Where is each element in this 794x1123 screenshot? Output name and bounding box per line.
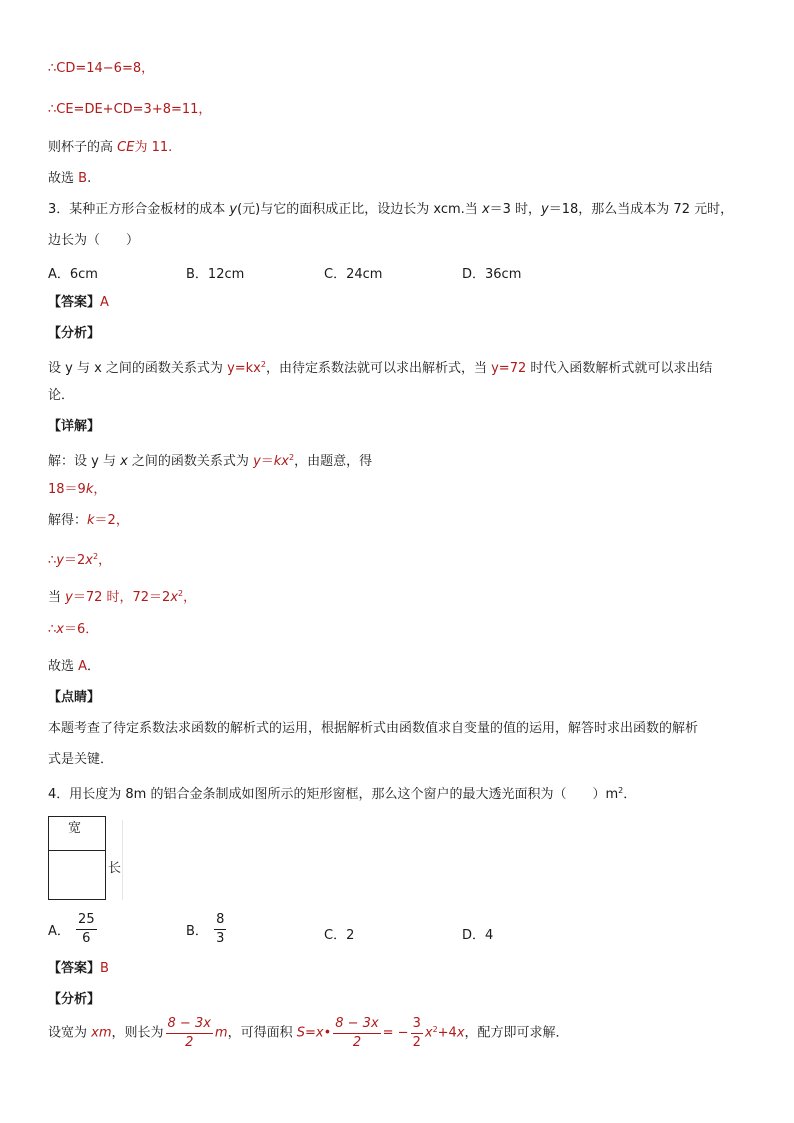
text: +4 bbox=[437, 1025, 457, 1041]
frame-divider bbox=[48, 850, 105, 851]
numerator: 25 bbox=[76, 912, 97, 930]
superscript: 2 bbox=[289, 453, 295, 462]
answer-tag: 【答案】 bbox=[48, 295, 101, 310]
q3-detail-4 bbox=[48, 548, 111, 570]
text: 时代入函数解析式就可以求出结 bbox=[526, 361, 713, 376]
text: = − bbox=[382, 1025, 409, 1041]
text: xm bbox=[91, 1025, 112, 1041]
text: S=x• bbox=[296, 1025, 332, 1041]
fraction-8-3 bbox=[214, 912, 226, 947]
q4-stem bbox=[48, 782, 636, 804]
q4-option-a bbox=[48, 912, 99, 947]
denominator: 6 bbox=[82, 931, 91, 946]
q3-option-b: B．12cm bbox=[186, 267, 245, 282]
text: k bbox=[87, 513, 95, 528]
denominator: 2 bbox=[352, 1035, 362, 1050]
text: ＝2， bbox=[94, 513, 129, 528]
window-frame-figure bbox=[48, 816, 128, 902]
answer-tag: 【答案】 bbox=[48, 961, 101, 976]
q3-option-a: A．6cm bbox=[48, 267, 98, 282]
denominator: 2 bbox=[185, 1035, 194, 1050]
denominator: 3 bbox=[216, 931, 225, 946]
superscript: 2 bbox=[178, 589, 184, 598]
answer-value: B bbox=[100, 961, 109, 976]
text: B bbox=[78, 171, 88, 186]
numerator: 8 − 3x bbox=[166, 1016, 213, 1034]
numerator: 8 − 3x bbox=[333, 1016, 380, 1034]
numerator: 8 bbox=[214, 912, 226, 930]
text: 则杯子的高 bbox=[48, 140, 118, 155]
text: ，则长为 bbox=[111, 1025, 164, 1041]
text: x bbox=[424, 1025, 433, 1041]
option-label: B． bbox=[186, 924, 208, 939]
answer-value: A bbox=[100, 295, 109, 310]
q3-detail-6 bbox=[48, 621, 98, 639]
text: y=72 bbox=[491, 361, 527, 376]
q3-detail-tag: 【详解】 bbox=[48, 419, 101, 434]
text: CE bbox=[117, 140, 135, 155]
text: kx bbox=[273, 454, 290, 469]
text: x bbox=[56, 622, 64, 637]
length-label: 长 bbox=[108, 861, 122, 876]
fraction-25-6 bbox=[76, 912, 97, 947]
line-cd: ∴CD=14−6=8， bbox=[48, 61, 155, 76]
q4-option-b bbox=[186, 912, 228, 947]
text: ，配方即可求解． bbox=[464, 1025, 569, 1041]
q3-detail-3 bbox=[48, 512, 129, 530]
text: ＝6． bbox=[63, 622, 99, 637]
text: y bbox=[56, 553, 64, 568]
text: ＝ bbox=[260, 454, 274, 469]
text: ，由待定系数法就可以求出解析式，当 bbox=[265, 361, 492, 376]
text: y=kx bbox=[227, 361, 261, 376]
text: 3．某种正方形合金板材的成本 bbox=[48, 202, 230, 217]
fraction-8-3x-2 bbox=[166, 1016, 213, 1051]
text: x bbox=[456, 1025, 465, 1041]
text: 为 11. bbox=[134, 140, 173, 155]
line-ce: ∴CE=DE+CD=3+8=11， bbox=[48, 102, 212, 117]
q3-detail-1 bbox=[48, 449, 372, 471]
text: 当 bbox=[48, 590, 66, 605]
q3-detail-2 bbox=[48, 481, 106, 499]
text: ，由题意，得 bbox=[294, 454, 373, 469]
text: 故选 bbox=[48, 659, 79, 674]
text: ＝3 时， bbox=[489, 202, 542, 217]
text: ＝2 bbox=[63, 553, 86, 568]
text: ． bbox=[623, 787, 637, 802]
text: y bbox=[65, 590, 73, 605]
q3-analysis-tag: 【分析】 bbox=[48, 326, 101, 341]
numerator: 3 bbox=[411, 1016, 423, 1034]
text: ． bbox=[87, 659, 101, 674]
text: 解：设 y 与 bbox=[48, 454, 121, 469]
text: y bbox=[253, 454, 261, 469]
text: A bbox=[78, 659, 88, 674]
superscript: 2 bbox=[432, 1025, 438, 1034]
text: ， bbox=[183, 590, 197, 605]
q3-option-d: D．36cm bbox=[462, 267, 522, 282]
q3-detail-7 bbox=[48, 658, 100, 676]
q3-stem bbox=[48, 201, 733, 219]
text: x bbox=[85, 553, 93, 568]
text: x bbox=[170, 590, 179, 605]
text: ∴ bbox=[48, 622, 57, 637]
text: k bbox=[85, 482, 94, 497]
text: m bbox=[214, 1025, 228, 1041]
q3-comment-tag: 【点睛】 bbox=[48, 690, 101, 705]
q3-comment-2: 式是关键． bbox=[48, 752, 114, 767]
q3-option-c: C．24cm bbox=[324, 267, 383, 282]
superscript: 2 bbox=[618, 786, 624, 795]
superscript: 2 bbox=[92, 552, 99, 561]
text: 之间的函数关系式为 bbox=[127, 454, 254, 469]
q3-answer bbox=[48, 294, 109, 312]
text: (元)与它的面积成正比，设边长为 xcm.当 bbox=[237, 202, 482, 217]
q3-stem-2: 边长为（ ） bbox=[48, 233, 140, 248]
text: x bbox=[120, 454, 128, 469]
text: 4．用长度为 8m 的铝合金条制成如图所示的矩形窗框，那么这个窗户的最大透光面积为（ ）m bbox=[48, 787, 619, 802]
q4-analysis-1 bbox=[48, 1016, 569, 1051]
width-label: 宽 bbox=[68, 821, 82, 836]
fraction-8-3x-2-b bbox=[333, 1016, 380, 1051]
text: . bbox=[87, 171, 92, 186]
line-choose-b bbox=[48, 170, 91, 188]
text: ∴ bbox=[48, 553, 57, 568]
text: y bbox=[229, 202, 238, 217]
text: x bbox=[481, 202, 490, 217]
option-label: A． bbox=[48, 924, 70, 939]
text: ， bbox=[98, 553, 112, 568]
q3-comment-1: 本题考查了待定系数法求函数的解析式的运用，根据解析式由函数值求自变量的值的运用，解答时求出函数的解析 bbox=[48, 721, 699, 736]
denominator: 2 bbox=[412, 1035, 421, 1050]
line-cup-height bbox=[48, 139, 172, 157]
text: ， bbox=[93, 482, 107, 497]
text: 故选 bbox=[48, 171, 79, 186]
figure-edge-line bbox=[122, 820, 123, 900]
q4-answer bbox=[48, 960, 109, 978]
text: ，可得面积 bbox=[227, 1025, 297, 1041]
q3-analysis-1 bbox=[48, 356, 712, 378]
q3-analysis-2: 论． bbox=[48, 388, 75, 403]
q4-option-c: C．2 bbox=[324, 928, 355, 943]
q4-option-d: D．4 bbox=[462, 928, 494, 943]
text: 解得： bbox=[48, 513, 88, 528]
q3-detail-5 bbox=[48, 585, 196, 607]
text: 18＝9 bbox=[48, 482, 86, 497]
text: ＝18，那么当成本为 72 元时， bbox=[548, 202, 734, 217]
text: 设 y 与 x 之间的函数关系式为 bbox=[48, 361, 228, 376]
text: ＝72 时，72＝2 bbox=[72, 590, 171, 605]
superscript: 2 bbox=[260, 360, 266, 369]
text: 设宽为 bbox=[48, 1025, 92, 1041]
fraction-3-2 bbox=[411, 1016, 423, 1051]
text: y bbox=[541, 202, 549, 217]
q4-analysis-tag: 【分析】 bbox=[48, 992, 101, 1007]
